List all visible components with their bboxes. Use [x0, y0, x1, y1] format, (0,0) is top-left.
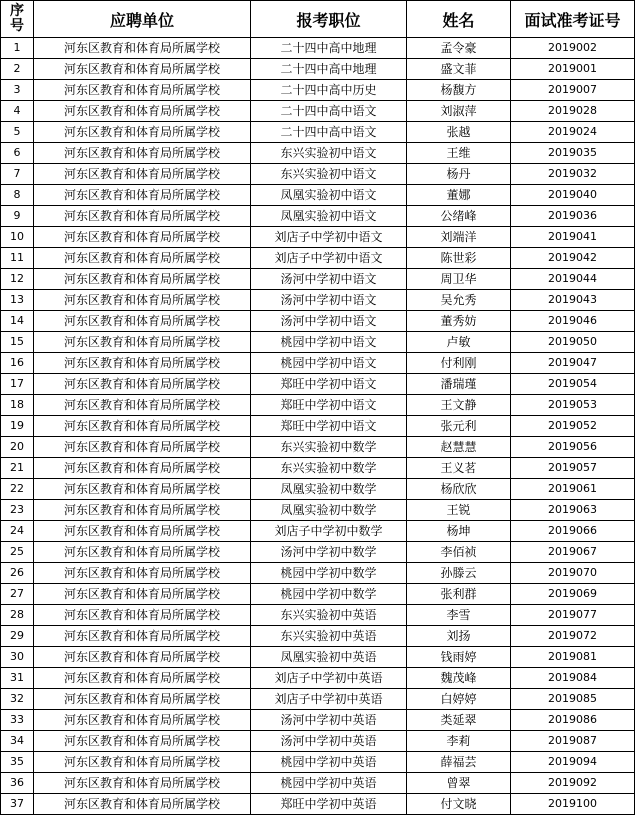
header-position: 报考职位 [251, 1, 407, 38]
table-row [1, 458, 635, 479]
cell-position: 二十四中高中地理 [251, 38, 407, 59]
cell-seq: 21 [1, 458, 34, 479]
header-unit: 应聘单位 [34, 1, 251, 38]
cell-unit: 河东区教育和体育局所属学校 [34, 122, 251, 143]
cell-name: 张元利 [407, 416, 511, 437]
cell-exam-id: 2019007 [511, 80, 635, 101]
table-row [1, 185, 635, 206]
table-row [1, 395, 635, 416]
cell-seq: 17 [1, 374, 34, 395]
cell-unit: 河东区教育和体育局所属学校 [34, 227, 251, 248]
cell-position: 凤凰实验初中语文 [251, 185, 407, 206]
cell-name: 周卫华 [407, 269, 511, 290]
cell-seq: 2 [1, 59, 34, 80]
table-row [1, 731, 635, 752]
cell-name: 潘瑞瑾 [407, 374, 511, 395]
table-row [1, 773, 635, 794]
cell-unit: 河东区教育和体育局所属学校 [34, 437, 251, 458]
cell-seq: 12 [1, 269, 34, 290]
cell-name: 王义茗 [407, 458, 511, 479]
cell-name: 杨坤 [407, 521, 511, 542]
cell-unit: 河东区教育和体育局所属学校 [34, 248, 251, 269]
cell-unit: 河东区教育和体育局所属学校 [34, 752, 251, 773]
cell-exam-id: 2019053 [511, 395, 635, 416]
cell-seq: 23 [1, 500, 34, 521]
cell-unit: 河东区教育和体育局所属学校 [34, 542, 251, 563]
cell-name: 付利刚 [407, 353, 511, 374]
cell-name: 薛福芸 [407, 752, 511, 773]
cell-unit: 河东区教育和体育局所属学校 [34, 731, 251, 752]
cell-name: 杨丹 [407, 164, 511, 185]
cell-unit: 河东区教育和体育局所属学校 [34, 416, 251, 437]
cell-unit: 河东区教育和体育局所属学校 [34, 668, 251, 689]
table-row [1, 479, 635, 500]
cell-unit: 河东区教育和体育局所属学校 [34, 332, 251, 353]
cell-seq: 19 [1, 416, 34, 437]
cell-exam-id: 2019086 [511, 710, 635, 731]
cell-exam-id: 2019054 [511, 374, 635, 395]
cell-unit: 河东区教育和体育局所属学校 [34, 500, 251, 521]
cell-exam-id: 2019041 [511, 227, 635, 248]
cell-position: 桃园中学初中数学 [251, 563, 407, 584]
cell-unit: 河东区教育和体育局所属学校 [34, 584, 251, 605]
cell-seq: 13 [1, 290, 34, 311]
table-row [1, 626, 635, 647]
cell-seq: 26 [1, 563, 34, 584]
cell-name: 李雪 [407, 605, 511, 626]
cell-unit: 河东区教育和体育局所属学校 [34, 143, 251, 164]
table-row [1, 290, 635, 311]
cell-position: 郑旺中学初中语文 [251, 395, 407, 416]
cell-position: 二十四中高中地理 [251, 59, 407, 80]
cell-position: 汤河中学初中数学 [251, 542, 407, 563]
cell-seq: 4 [1, 101, 34, 122]
cell-unit: 河东区教育和体育局所属学校 [34, 80, 251, 101]
cell-exam-id: 2019050 [511, 332, 635, 353]
cell-unit: 河东区教育和体育局所属学校 [34, 563, 251, 584]
cell-unit: 河东区教育和体育局所属学校 [34, 290, 251, 311]
cell-exam-id: 2019028 [511, 101, 635, 122]
table-row [1, 605, 635, 626]
cell-position: 郑旺中学初中语文 [251, 374, 407, 395]
table-row [1, 647, 635, 668]
cell-position: 桃园中学初中英语 [251, 773, 407, 794]
table-row [1, 521, 635, 542]
cell-seq: 18 [1, 395, 34, 416]
cell-seq: 10 [1, 227, 34, 248]
cell-name: 曾翠 [407, 773, 511, 794]
cell-name: 杨欣欣 [407, 479, 511, 500]
cell-position: 凤凰实验初中语文 [251, 206, 407, 227]
table-row [1, 269, 635, 290]
cell-exam-id: 2019061 [511, 479, 635, 500]
cell-exam-id: 2019067 [511, 542, 635, 563]
cell-position: 刘店子中学初中英语 [251, 668, 407, 689]
cell-position: 二十四中高中历史 [251, 80, 407, 101]
cell-name: 王维 [407, 143, 511, 164]
cell-name: 王文静 [407, 395, 511, 416]
cell-name: 公绪峰 [407, 206, 511, 227]
cell-unit: 河东区教育和体育局所属学校 [34, 395, 251, 416]
cell-exam-id: 2019057 [511, 458, 635, 479]
table-row [1, 227, 635, 248]
table-row [1, 80, 635, 101]
cell-seq: 27 [1, 584, 34, 605]
cell-position: 二十四中高中语文 [251, 122, 407, 143]
cell-seq: 33 [1, 710, 34, 731]
cell-exam-id: 2019046 [511, 311, 635, 332]
cell-name: 刘淑萍 [407, 101, 511, 122]
table-row [1, 563, 635, 584]
cell-unit: 河东区教育和体育局所属学校 [34, 626, 251, 647]
cell-unit: 河东区教育和体育局所属学校 [34, 353, 251, 374]
table-header-row [1, 1, 635, 38]
table-row [1, 101, 635, 122]
table-row [1, 38, 635, 59]
cell-seq: 24 [1, 521, 34, 542]
cell-unit: 河东区教育和体育局所属学校 [34, 794, 251, 815]
cell-unit: 河东区教育和体育局所属学校 [34, 59, 251, 80]
cell-seq: 22 [1, 479, 34, 500]
cell-name: 魏茂峰 [407, 668, 511, 689]
cell-name: 钱雨婷 [407, 647, 511, 668]
cell-position: 桃园中学初中语文 [251, 353, 407, 374]
cell-position: 汤河中学初中英语 [251, 731, 407, 752]
cell-name: 李莉 [407, 731, 511, 752]
cell-seq: 35 [1, 752, 34, 773]
table-row [1, 437, 635, 458]
cell-position: 汤河中学初中语文 [251, 290, 407, 311]
cell-unit: 河东区教育和体育局所属学校 [34, 605, 251, 626]
cell-seq: 9 [1, 206, 34, 227]
cell-position: 凤凰实验初中数学 [251, 479, 407, 500]
cell-seq: 29 [1, 626, 34, 647]
cell-unit: 河东区教育和体育局所属学校 [34, 521, 251, 542]
table-row [1, 206, 635, 227]
table-row [1, 500, 635, 521]
cell-unit: 河东区教育和体育局所属学校 [34, 311, 251, 332]
cell-exam-id: 2019072 [511, 626, 635, 647]
cell-unit: 河东区教育和体育局所属学校 [34, 374, 251, 395]
cell-seq: 1 [1, 38, 34, 59]
cell-unit: 河东区教育和体育局所属学校 [34, 647, 251, 668]
cell-seq: 31 [1, 668, 34, 689]
cell-position: 东兴实验初中英语 [251, 626, 407, 647]
cell-name: 董娜 [407, 185, 511, 206]
table-row [1, 542, 635, 563]
cell-exam-id: 2019052 [511, 416, 635, 437]
cell-exam-id: 2019063 [511, 500, 635, 521]
cell-exam-id: 2019092 [511, 773, 635, 794]
cell-position: 桃园中学初中英语 [251, 752, 407, 773]
cell-seq: 8 [1, 185, 34, 206]
header-name: 姓名 [407, 1, 511, 38]
cell-name: 王锐 [407, 500, 511, 521]
cell-exam-id: 2019047 [511, 353, 635, 374]
table-body [1, 38, 635, 815]
cell-exam-id: 2019087 [511, 731, 635, 752]
cell-unit: 河东区教育和体育局所属学校 [34, 101, 251, 122]
header-seq: 序 号 [1, 1, 34, 38]
cell-position: 桃园中学初中数学 [251, 584, 407, 605]
cell-seq: 32 [1, 689, 34, 710]
table-row [1, 122, 635, 143]
table-row [1, 752, 635, 773]
cell-seq: 20 [1, 437, 34, 458]
cell-exam-id: 2019066 [511, 521, 635, 542]
cell-unit: 河东区教育和体育局所属学校 [34, 206, 251, 227]
cell-name: 类延翠 [407, 710, 511, 731]
cell-seq: 11 [1, 248, 34, 269]
cell-exam-id: 2019024 [511, 122, 635, 143]
cell-position: 凤凰实验初中数学 [251, 500, 407, 521]
cell-exam-id: 2019085 [511, 689, 635, 710]
cell-position: 东兴实验初中语文 [251, 164, 407, 185]
cell-name: 杨馥方 [407, 80, 511, 101]
cell-position: 汤河中学初中英语 [251, 710, 407, 731]
cell-unit: 河东区教育和体育局所属学校 [34, 185, 251, 206]
cell-exam-id: 2019002 [511, 38, 635, 59]
table-row [1, 311, 635, 332]
cell-seq: 16 [1, 353, 34, 374]
cell-exam-id: 2019001 [511, 59, 635, 80]
cell-unit: 河东区教育和体育局所属学校 [34, 773, 251, 794]
cell-name: 孟令豪 [407, 38, 511, 59]
cell-position: 东兴实验初中数学 [251, 437, 407, 458]
cell-name: 董秀妨 [407, 311, 511, 332]
cell-seq: 7 [1, 164, 34, 185]
cell-exam-id: 2019084 [511, 668, 635, 689]
cell-unit: 河东区教育和体育局所属学校 [34, 458, 251, 479]
cell-name: 白婷婷 [407, 689, 511, 710]
cell-exam-id: 2019042 [511, 248, 635, 269]
cell-seq: 37 [1, 794, 34, 815]
table-row [1, 584, 635, 605]
cell-seq: 34 [1, 731, 34, 752]
cell-exam-id: 2019081 [511, 647, 635, 668]
cell-exam-id: 2019043 [511, 290, 635, 311]
cell-seq: 14 [1, 311, 34, 332]
cell-position: 桃园中学初中语文 [251, 332, 407, 353]
cell-unit: 河东区教育和体育局所属学校 [34, 479, 251, 500]
cell-name: 刘端洋 [407, 227, 511, 248]
cell-unit: 河东区教育和体育局所属学校 [34, 164, 251, 185]
cell-exam-id: 2019036 [511, 206, 635, 227]
table-row [1, 710, 635, 731]
cell-exam-id: 2019035 [511, 143, 635, 164]
cell-position: 郑旺中学初中语文 [251, 416, 407, 437]
cell-position: 汤河中学初中语文 [251, 311, 407, 332]
cell-name: 陈世彩 [407, 248, 511, 269]
cell-exam-id: 2019070 [511, 563, 635, 584]
header-exam-id: 面试准考证号 [511, 1, 635, 38]
cell-seq: 25 [1, 542, 34, 563]
cell-position: 刘店子中学初中语文 [251, 227, 407, 248]
table-row [1, 248, 635, 269]
cell-position: 刘店子中学初中数学 [251, 521, 407, 542]
cell-exam-id: 2019044 [511, 269, 635, 290]
table-row [1, 416, 635, 437]
cell-position: 郑旺中学初中英语 [251, 794, 407, 815]
cell-position: 二十四中高中语文 [251, 101, 407, 122]
table-row [1, 353, 635, 374]
cell-seq: 15 [1, 332, 34, 353]
table-row [1, 794, 635, 815]
cell-exam-id: 2019040 [511, 185, 635, 206]
cell-position: 汤河中学初中语文 [251, 269, 407, 290]
cell-name: 付文晓 [407, 794, 511, 815]
cell-name: 赵慧慧 [407, 437, 511, 458]
table-row [1, 332, 635, 353]
cell-exam-id: 2019032 [511, 164, 635, 185]
cell-seq: 30 [1, 647, 34, 668]
cell-name: 张利群 [407, 584, 511, 605]
cell-unit: 河东区教育和体育局所属学校 [34, 38, 251, 59]
cell-position: 刘店子中学初中英语 [251, 689, 407, 710]
cell-exam-id: 2019069 [511, 584, 635, 605]
cell-position: 凤凰实验初中英语 [251, 647, 407, 668]
table-row [1, 374, 635, 395]
cell-unit: 河东区教育和体育局所属学校 [34, 269, 251, 290]
cell-exam-id: 2019077 [511, 605, 635, 626]
table-row [1, 59, 635, 80]
table-row [1, 689, 635, 710]
cell-exam-id: 2019100 [511, 794, 635, 815]
cell-position: 东兴实验初中数学 [251, 458, 407, 479]
cell-unit: 河东区教育和体育局所属学校 [34, 689, 251, 710]
cell-exam-id: 2019094 [511, 752, 635, 773]
cell-seq: 36 [1, 773, 34, 794]
cell-seq: 28 [1, 605, 34, 626]
cell-name: 卢敏 [407, 332, 511, 353]
cell-position: 东兴实验初中英语 [251, 605, 407, 626]
cell-name: 盛文菲 [407, 59, 511, 80]
cell-unit: 河东区教育和体育局所属学校 [34, 710, 251, 731]
cell-name: 刘扬 [407, 626, 511, 647]
cell-name: 孙滕云 [407, 563, 511, 584]
cell-exam-id: 2019056 [511, 437, 635, 458]
table-row [1, 143, 635, 164]
cell-seq: 3 [1, 80, 34, 101]
cell-seq: 6 [1, 143, 34, 164]
cell-position: 刘店子中学初中语文 [251, 248, 407, 269]
cell-name: 吴允秀 [407, 290, 511, 311]
table-row [1, 164, 635, 185]
cell-name: 李佰祯 [407, 542, 511, 563]
table-row [1, 668, 635, 689]
cell-seq: 5 [1, 122, 34, 143]
cell-name: 张越 [407, 122, 511, 143]
cell-position: 东兴实验初中语文 [251, 143, 407, 164]
